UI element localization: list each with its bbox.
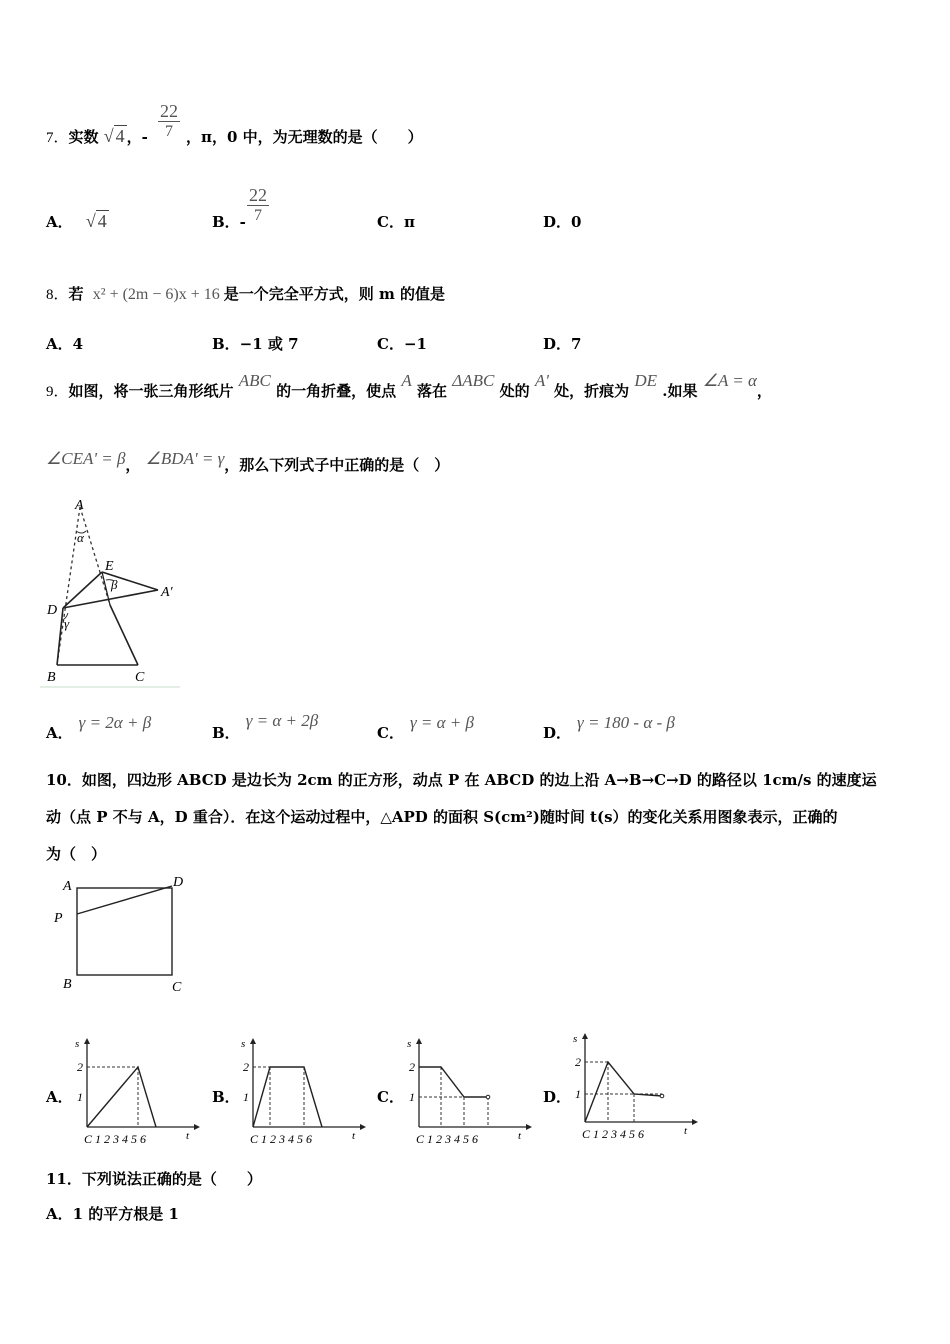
label-alpha: α xyxy=(77,530,84,545)
y1-label: 1 xyxy=(409,1090,415,1104)
q8-expression: x² + (2m − 6)x + 16 xyxy=(92,286,220,303)
label-d: D xyxy=(173,875,184,890)
q7-option-c: C．π xyxy=(377,213,415,231)
q10-graph-d xyxy=(570,1030,700,1145)
q9-option-b: B．γ = α + 2β xyxy=(212,711,319,742)
x-arrow xyxy=(526,1124,532,1130)
t-label: t xyxy=(518,1130,522,1142)
s-label: s xyxy=(407,1038,412,1050)
fold-dashed-ae xyxy=(80,507,110,605)
label-a-prime: A′ xyxy=(161,585,173,600)
q8-option-d: D．7 xyxy=(543,335,582,353)
label-c: C xyxy=(172,980,182,995)
q10-option-d: D． xyxy=(543,1088,572,1106)
graph-line xyxy=(585,1062,662,1122)
label-a: A xyxy=(75,498,84,513)
x-ticks: 1 2 3 4 5 6 xyxy=(261,1132,312,1146)
side-ce xyxy=(110,605,138,665)
label-gamma: γ xyxy=(64,616,70,631)
square-abcd xyxy=(77,888,172,975)
y-arrow xyxy=(416,1038,422,1044)
origin-label: C xyxy=(250,1132,259,1146)
open-endpoint xyxy=(660,1094,664,1098)
q8-stem: 8．若 x² + (2m − 6)x + 16 是一个完全平方式，则 m 的值是 xyxy=(46,285,446,303)
s-label: s xyxy=(241,1038,246,1050)
q10-graph-c xyxy=(404,1035,534,1150)
x-ticks: 1 2 3 4 5 6 xyxy=(427,1132,478,1146)
open-endpoint xyxy=(486,1095,490,1099)
y-arrow xyxy=(250,1038,256,1044)
q11-option-a: A．1 的平方根是 1 xyxy=(46,1205,179,1223)
q10-option-a: A． xyxy=(46,1088,73,1106)
graph-line xyxy=(87,1067,156,1127)
y2-label: 2 xyxy=(243,1060,249,1074)
q7-option-b: B．- xyxy=(212,213,246,231)
s-label: s xyxy=(75,1038,80,1050)
q8-option-b: B．−1 或 7 xyxy=(212,335,299,353)
y1-label: 1 xyxy=(575,1087,581,1101)
q7-option-d: D．0 xyxy=(543,213,582,231)
x-arrow xyxy=(194,1124,200,1130)
q7-fraction: $\frac{22}{7}$ xyxy=(160,101,178,140)
q10-stem-line1: 10．如图，四边形 ABCD 是边长为 2cm 的正方形，动点 P 在 ABCD 的边上沿 A→B→C→D 的路径以 1cm/s 的速度运 xyxy=(46,771,877,789)
q7-option-a: A． √ 4 xyxy=(46,211,107,231)
origin-label: C xyxy=(84,1132,93,1146)
t-label: t xyxy=(352,1130,356,1142)
x-ticks: 1 2 3 4 5 6 xyxy=(95,1132,146,1146)
q10-stem-line2: 动（点 P 不与 A，D 重合）．在这个运动过程中，△APD 的面积 S(cm²)随时间 t(s）的变化关系用图象表示，正确的 xyxy=(46,808,838,826)
x-ticks: 1 2 3 4 5 6 xyxy=(593,1127,644,1141)
q9-triangle-figure xyxy=(40,495,185,690)
q7-stem: 7．实数 √ 4 ，- xyxy=(46,126,148,146)
origin-label: C xyxy=(416,1132,425,1146)
q9-option-d: D．γ = 180 - α - β xyxy=(543,713,675,742)
graph-line xyxy=(253,1067,322,1127)
q11-stem: 11．下列说法正确的是（ ） xyxy=(46,1170,262,1188)
label-a: A xyxy=(63,879,72,894)
segment-pd xyxy=(77,886,172,914)
crease-de xyxy=(63,572,102,608)
y2-label: 2 xyxy=(77,1060,83,1074)
t-label: t xyxy=(186,1130,190,1142)
q9-stem-line2: ∠CEA' = β， ∠BDA' = γ，那么下列式子中正确的是（ ） xyxy=(46,449,450,474)
label-b: B xyxy=(47,670,56,685)
q9-option-a: A．γ = 2α + β xyxy=(46,713,152,742)
q10-graph-a xyxy=(72,1035,202,1150)
y-arrow xyxy=(84,1038,90,1044)
q10-option-b: B． xyxy=(212,1088,240,1106)
label-c: C xyxy=(135,670,145,685)
q10-graph-b xyxy=(238,1035,368,1150)
label-d: D xyxy=(47,603,58,618)
y-arrow xyxy=(582,1033,588,1039)
q10-option-c: C． xyxy=(377,1088,404,1106)
graph-line xyxy=(419,1067,488,1097)
label-p: P xyxy=(54,911,63,926)
y1-label: 1 xyxy=(243,1090,249,1104)
q8-option-c: C．−1 xyxy=(377,335,427,353)
y2-label: 2 xyxy=(575,1055,581,1069)
q9-option-c: C．γ = α + β xyxy=(377,713,474,742)
label-beta: β xyxy=(111,577,118,592)
q9-stem-line1: 9．如图，将一张三角形纸片 ABC 的一角折叠，使点 A 落在 ΔABC 处的 A' 处，折痕为 DE .如果 ∠A = α， xyxy=(46,371,772,400)
q10-square-figure xyxy=(44,870,194,1000)
s-label: s xyxy=(573,1033,578,1045)
q8-option-a: A．4 xyxy=(46,335,84,353)
y1-label: 1 xyxy=(77,1090,83,1104)
label-b: B xyxy=(63,977,72,992)
q10-stem-line3: 为（ ） xyxy=(46,845,107,863)
t-label: t xyxy=(684,1125,688,1137)
origin-label: C xyxy=(582,1127,591,1141)
x-arrow xyxy=(360,1124,366,1130)
q7-sqrt: √ 4 xyxy=(103,126,125,146)
y2-label: 2 xyxy=(409,1060,415,1074)
q7-stem-tail: ，π，0 中，为无理数的是（ ） xyxy=(186,128,423,146)
x-arrow xyxy=(692,1119,698,1125)
label-e: E xyxy=(105,559,114,574)
side-bd xyxy=(57,608,63,665)
q7-option-b-fraction: $\frac{22}{7}$ xyxy=(249,185,267,224)
